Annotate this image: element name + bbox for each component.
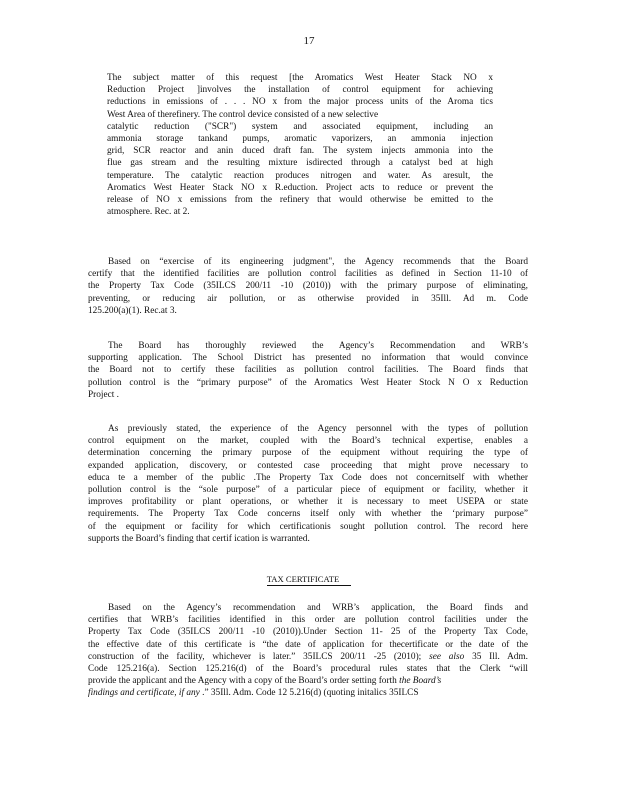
text-line: West Area of therefinery. The control device consisted of a new selective [107, 109, 379, 120]
text-line: certifies that WRB’s facilities identified in this order are pollution control facilities under the [88, 615, 528, 626]
text-line: expanded application, discovery, or contested case proceeding that might prove necessary to [88, 460, 528, 471]
text-line: the effective date of this certificate is “the date of application for thecertificate or the date of the [88, 639, 528, 650]
text-line [88, 687, 528, 699]
text-line: release of NO x emissions from the refinery that would otherwise be emitted to the [107, 195, 493, 206]
text-line: Based on “exercise of its engineering judgment", the Agency recommends that the Board [108, 257, 528, 267]
section-heading [0, 574, 618, 584]
text-line: pollution control is the “primary purpose” of the Aromatics West Heater Stock N O x Reduction [88, 377, 528, 388]
text-line: temperature. The catalytic reaction produces nitrogen and water. As aresult, the [107, 170, 493, 181]
text-line [88, 675, 528, 687]
text-run: .” 35Ill. Adm. Code 12 5.216(d) (quoting initalics 35ILCS [199, 688, 419, 699]
text-line: preventing, or reducing air pollution, or as otherwise provided in 35Ill. Ad m. Code [88, 293, 528, 304]
text-line: certify that the identified facilities are pollution control facilities as defined in Section 11-10 of [88, 269, 528, 280]
text-line: ammonia storage tankand pumps, aromatic vaporizers, an ammonia injection [107, 134, 493, 145]
text-line: Aromatics West Heater Stack NO x R.eduction. Project acts to reduce or prevent the [107, 182, 493, 193]
text-line: supporting application. The School District has presented no information that would convince [88, 353, 528, 364]
text-line: Code 125.216(a). Section 125.216(d) of the Board’s procedural rules states that the Clerk “will [88, 664, 528, 675]
body-paragraph [88, 602, 528, 700]
text-line: atmosphere. Rec. at 2. [107, 207, 190, 218]
text-line: catalytic reduction ("SCR") system and associated equipment, including an [107, 121, 493, 132]
body-paragraph [88, 423, 528, 545]
text-line: requirements. The Property Tax Code concerns itself only with whether the ‘primary purpose” [88, 509, 528, 520]
page-number: 17 [303, 35, 315, 47]
text-line: reductions in emissions of . . . NO x from the major process units of the Aroma tics [107, 97, 493, 108]
text-run: see also [429, 651, 465, 662]
text-line: The subject matter of this request [the Aromatics West Heater Stack NO x [107, 73, 493, 83]
text-run: findings and certificate, if any [88, 688, 200, 699]
text-line: educa te a member of the public .The Property Tax Code does not concernitself with whether [88, 472, 528, 483]
text-line: Property Tax Code (35ILCS 200/11 -10 (2010)).Under Section 11- 25 of the Property Tax Code, [88, 627, 528, 638]
text-line: of the equipment or facility for which certificationis sought pollution control. The record here [88, 521, 528, 532]
text-line: control equipment on the market, coupled with the Board’s technical expertise, enables a [88, 436, 528, 447]
text-run: the Board’s [399, 676, 442, 687]
text-line: Reduction Project ]involves the installation of control equipment for achieving [107, 85, 493, 96]
text-line [88, 651, 528, 663]
text-line: the Property Tax Code (35ILCS 200/11 -10 (2010)) with the primary purpose of eliminating, [88, 281, 528, 292]
text-line: the Board not to certify these facilities as pollution control facilities. The Board finds that [88, 365, 528, 376]
section-heading-text: TAX CERTIFICATE [267, 574, 352, 586]
text-run: provide the applicant and the Agency with a copy of the Board’s order setting forth [88, 676, 397, 687]
text-line: supports the Board’s finding that certif ication is warranted. [88, 533, 310, 544]
text-run: construction of the facility, whichever is later.” 35ILCS 200/11 -25 (2010); [88, 651, 422, 662]
text-line: Project . [88, 389, 119, 400]
text-line: pollution control is the “sole purpose” of a particular piece of equipment or facility, whether it [88, 485, 528, 496]
text-line: The Board has thoroughly reviewed the Agency’s Recommendation and WRB’s [108, 341, 528, 351]
body-paragraph [88, 340, 528, 401]
text-run: 35 Ill. Adm. [472, 651, 528, 662]
body-paragraph [88, 256, 528, 317]
text-line: improves profitability or plant operations, or whether it is necessary to meet USEPA or state [88, 497, 528, 508]
quoted-paragraph [107, 72, 493, 218]
text-line: grid, SCR reactor and anin duced draft fan. The system injects ammonia into the [107, 146, 493, 157]
text-line: flue gas stream and the resulting mixture isdirected through a catalyst bed at high [107, 158, 493, 169]
text-line: determination concerning the primary purpose of the equipment without requiring the type of [88, 448, 528, 459]
text-line: As previously stated, the experience of the Agency personnel with the types of pollution [108, 424, 528, 434]
text-line: Based on the Agency’s recommendation and WRB’s application, the Board finds and [108, 603, 528, 613]
text-line: 125.200(a)(1). Rec.at 3. [88, 305, 177, 316]
